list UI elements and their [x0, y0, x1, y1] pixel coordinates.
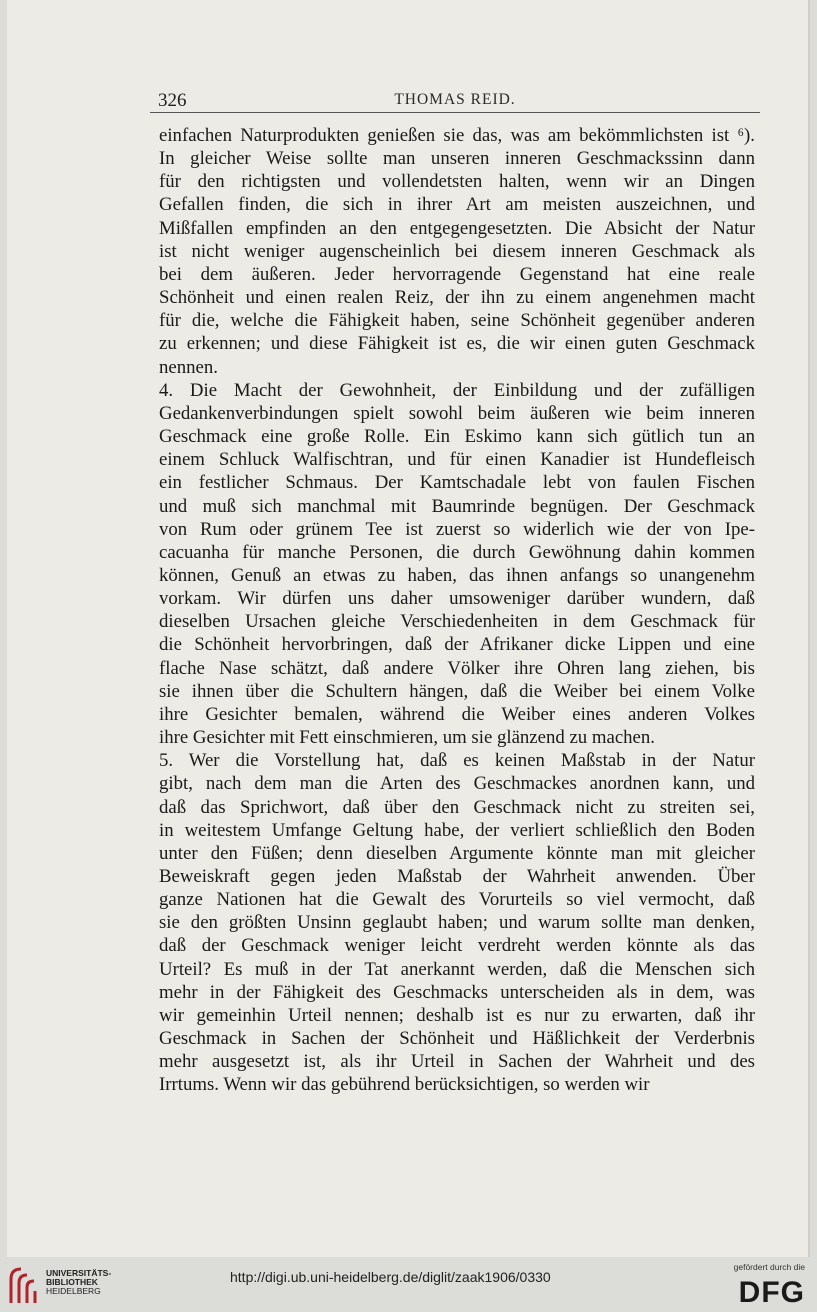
library-name-line: BIBLIOTHEK: [46, 1277, 98, 1287]
text-line: daß der Geschmack weniger leicht verdreht werden könnte als das: [159, 935, 755, 957]
text-line: einfachen Naturprodukten genießen sie das, was am bekömmlichsten ist ⁶).: [159, 125, 755, 146]
text-line: Urteil? Es muß in der Tat anerkannt werden, daß die Menschen sich: [159, 958, 755, 980]
text-line: flache Nase schätzt, daß andere Völker ihre Ohren lang ziehen, bis: [159, 657, 755, 679]
permalink-url[interactable]: http://digi.ub.uni-heidelberg.de/diglit/zaak1906/0330: [230, 1269, 551, 1285]
library-name: [46, 1269, 111, 1296]
text-line: unter den Füßen; denn dieselben Argumente könnte man mit gleicher: [159, 842, 755, 864]
text-line: mehr ausgesetzt ist, als ihr Urteil in Sachen der Wahrheit und des: [159, 1051, 755, 1073]
text-line: Geschmack eine große Rolle. Ein Eskimo kann sich gütlich tun an: [159, 426, 755, 448]
text-line: daß das Sprichwort, daß über den Geschmack nicht zu streiten sei,: [159, 796, 755, 818]
page-number: 326: [158, 90, 187, 111]
library-name-line: HEIDELBERG: [46, 1286, 101, 1296]
text-line: 5. Wer die Vorstellung hat, daß es keinen Maßstab in der Natur: [159, 750, 755, 772]
text-line: 4. Die Macht der Gewohnheit, der Einbildung und der zufälligen: [159, 379, 755, 401]
dfg-logo[interactable]: DFG: [738, 1276, 805, 1309]
university-library-logo-icon[interactable]: [8, 1265, 42, 1305]
text-line: dieselben Ursachen gleiche Verschiedenheiten in dem Geschmack für: [159, 611, 755, 633]
text-line: Gedankenverbindungen spielt sowohl beim äußeren wie beim inneren: [159, 402, 755, 424]
text-line: cacuanha für manche Personen, die durch Gewöhnung dahin kommen: [159, 541, 755, 563]
text-line: In gleicher Weise sollte man unseren inneren Geschmackssinn dann: [159, 148, 755, 170]
text-line: für den richtigsten und vollendetsten halten, wenn wir an Dingen: [159, 171, 755, 193]
text-line: sie ihnen über die Schultern hängen, daß die Weiber bei einem Volke: [159, 680, 755, 702]
text-line: können, Genuß an etwas zu haben, das ihnen anfangs so unangenehm: [159, 564, 755, 586]
text-line: sie den größten Unsinn geglaubt haben; und warum sollte man denken,: [159, 912, 755, 934]
text-line: nennen.: [159, 356, 218, 378]
text-line: mehr in der Fähigkeit des Geschmacks unterscheiden als in dem, was: [159, 981, 755, 1003]
text-line: und muß sich manchmal mit Baumrinde begnügen. Der Geschmack: [159, 495, 755, 517]
text-line: ihre Gesichter bemalen, während die Weiber eines anderen Volkes: [159, 703, 755, 725]
text-line: die Schönheit hervorbringen, daß der Afrikaner dicke Lippen und eine: [159, 634, 755, 656]
funding-caption: gefördert durch die: [733, 1262, 805, 1272]
text-line: ist nicht weniger augenscheinlich bei diesem inneren Geschmack als: [159, 240, 755, 262]
text-line: zu erkennen; und diese Fähigkeit ist es, die wir einen guten Geschmack: [159, 333, 755, 355]
text-line: Irrtums. Wenn wir das gebührend berücksichtigen, so werden wir: [159, 1074, 650, 1096]
page-header: [150, 88, 760, 113]
text-line: bei dem äußeren. Jeder hervorragende Gegenstand hat eine reale: [159, 263, 755, 285]
text-line: ihre Gesichter mit Fett einschmieren, um sie glänzend zu machen.: [159, 727, 655, 749]
text-line: Beweiskraft gegen jeden Maßstab der Wahrheit anwenden. Über: [159, 866, 755, 887]
text-line: vorkam. Wir dürfen uns daher umsoweniger darüber wundern, daß: [159, 588, 755, 610]
text-line: Geschmack in Sachen der Schönheit und Häßlichkeit der Verderbnis: [159, 1028, 755, 1050]
text-line: wir gemeinhin Urteil nennen; deshalb ist es nur zu erwarten, daß ihr: [159, 1004, 755, 1026]
text-line: Mißfallen empfinden an den entgegengesetzten. Die Absicht der Natur: [159, 217, 755, 239]
text-line: einem Schluck Walfischtran, und für einen Kanadier ist Hundefleisch: [159, 449, 755, 471]
text-line: von Rum oder grünem Tee ist zuerst so widerlich wie der von Ipe-: [159, 518, 755, 540]
text-line: Schönheit und einen realen Reiz, der ihn zu einem angenehmen macht: [159, 287, 755, 309]
running-title: THOMAS REID.: [394, 91, 516, 108]
text-line: ganze Nationen hat die Gewalt des Vorurteils so viel vermocht, daß: [159, 889, 755, 911]
text-line: ein festlicher Schmaus. Der Kamtschadale lebt von faulen Fischen: [159, 472, 755, 494]
page-body: [159, 124, 755, 1097]
text-line: gibt, nach dem man die Arten des Geschmackes anordnen kann, und: [159, 773, 755, 795]
text-line: in weitestem Umfange Geltung habe, der verliert schließlich den Boden: [159, 819, 755, 841]
text-line: für die, welche die Fähigkeit haben, seine Schönheit gegenüber anderen: [159, 310, 755, 332]
library-name-line: UNIVERSITÄTS-: [46, 1268, 112, 1278]
text-line: Gefallen finden, die sich in ihrer Art am meisten auszeichnen, und: [159, 194, 755, 216]
